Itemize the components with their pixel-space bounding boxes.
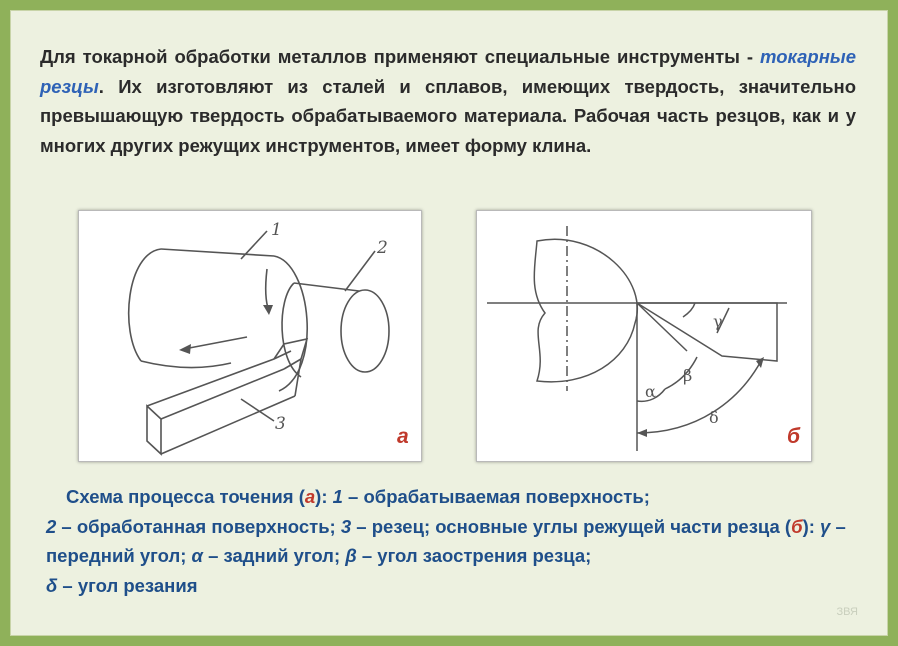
- label-1: 1: [271, 220, 282, 240]
- slide: [10, 10, 888, 636]
- figure-caption: [46, 482, 856, 600]
- caption-gamma: γ: [820, 515, 831, 537]
- caption-beta: β: [345, 545, 357, 566]
- caption-text-8: – задний угол;: [202, 545, 346, 566]
- caption-text-1: Схема процесса точения (: [66, 486, 305, 507]
- figure-a-lathe-diagram: [79, 211, 421, 461]
- label-gamma: γ: [713, 312, 723, 331]
- caption-letter-b: б: [791, 515, 803, 537]
- caption-num-1: 1: [332, 486, 343, 507]
- caption-text-10: – угол резания: [57, 574, 198, 596]
- caption-text-2: ):: [315, 486, 333, 507]
- caption-text-3: – обрабатываемая поверхность;: [342, 486, 650, 507]
- figure-b-letter: б: [787, 425, 801, 448]
- figure-b-panel: [476, 210, 812, 462]
- watermark: ЗВЯ: [836, 606, 858, 618]
- caption-text-4: – обработанная поверхность;: [56, 515, 341, 537]
- figure-a-letter: а: [397, 425, 409, 448]
- intro-text-1: Для токарной обработки металлов применяют специальные инструменты -: [40, 46, 761, 67]
- caption-text-9: – угол заострения резца;: [356, 545, 592, 566]
- caption-alpha: α: [191, 545, 203, 566]
- caption-letter-a: а: [304, 486, 316, 507]
- label-2: 2: [377, 238, 388, 258]
- caption-delta: δ: [46, 574, 58, 596]
- caption-num-3: 3: [340, 515, 352, 537]
- label-beta: β: [683, 366, 693, 385]
- caption-text-5: – резец; основные углы режущей части резца (: [351, 515, 792, 537]
- intro-highlight-term: токарные резцы: [40, 46, 856, 97]
- caption-num-2: 2: [46, 515, 57, 537]
- label-3: 3: [275, 414, 286, 434]
- caption-text-7: – передний угол;: [46, 515, 846, 566]
- figure-a-panel: [78, 210, 422, 462]
- figure-b-cutting-angles-diagram: [477, 211, 811, 461]
- intro-paragraph: [40, 42, 856, 160]
- intro-text-2: . Их изготовляют из сталей и сплавов, имеющих твердость, значительно превышающую твердость обрабатываемого материала. Рабочая часть резцов, как и у многих других режущих инструментов, имеет форму клина.: [40, 75, 856, 156]
- caption-text-6: ):: [802, 515, 821, 537]
- label-delta: δ: [709, 408, 719, 427]
- label-alpha: α: [645, 382, 656, 401]
